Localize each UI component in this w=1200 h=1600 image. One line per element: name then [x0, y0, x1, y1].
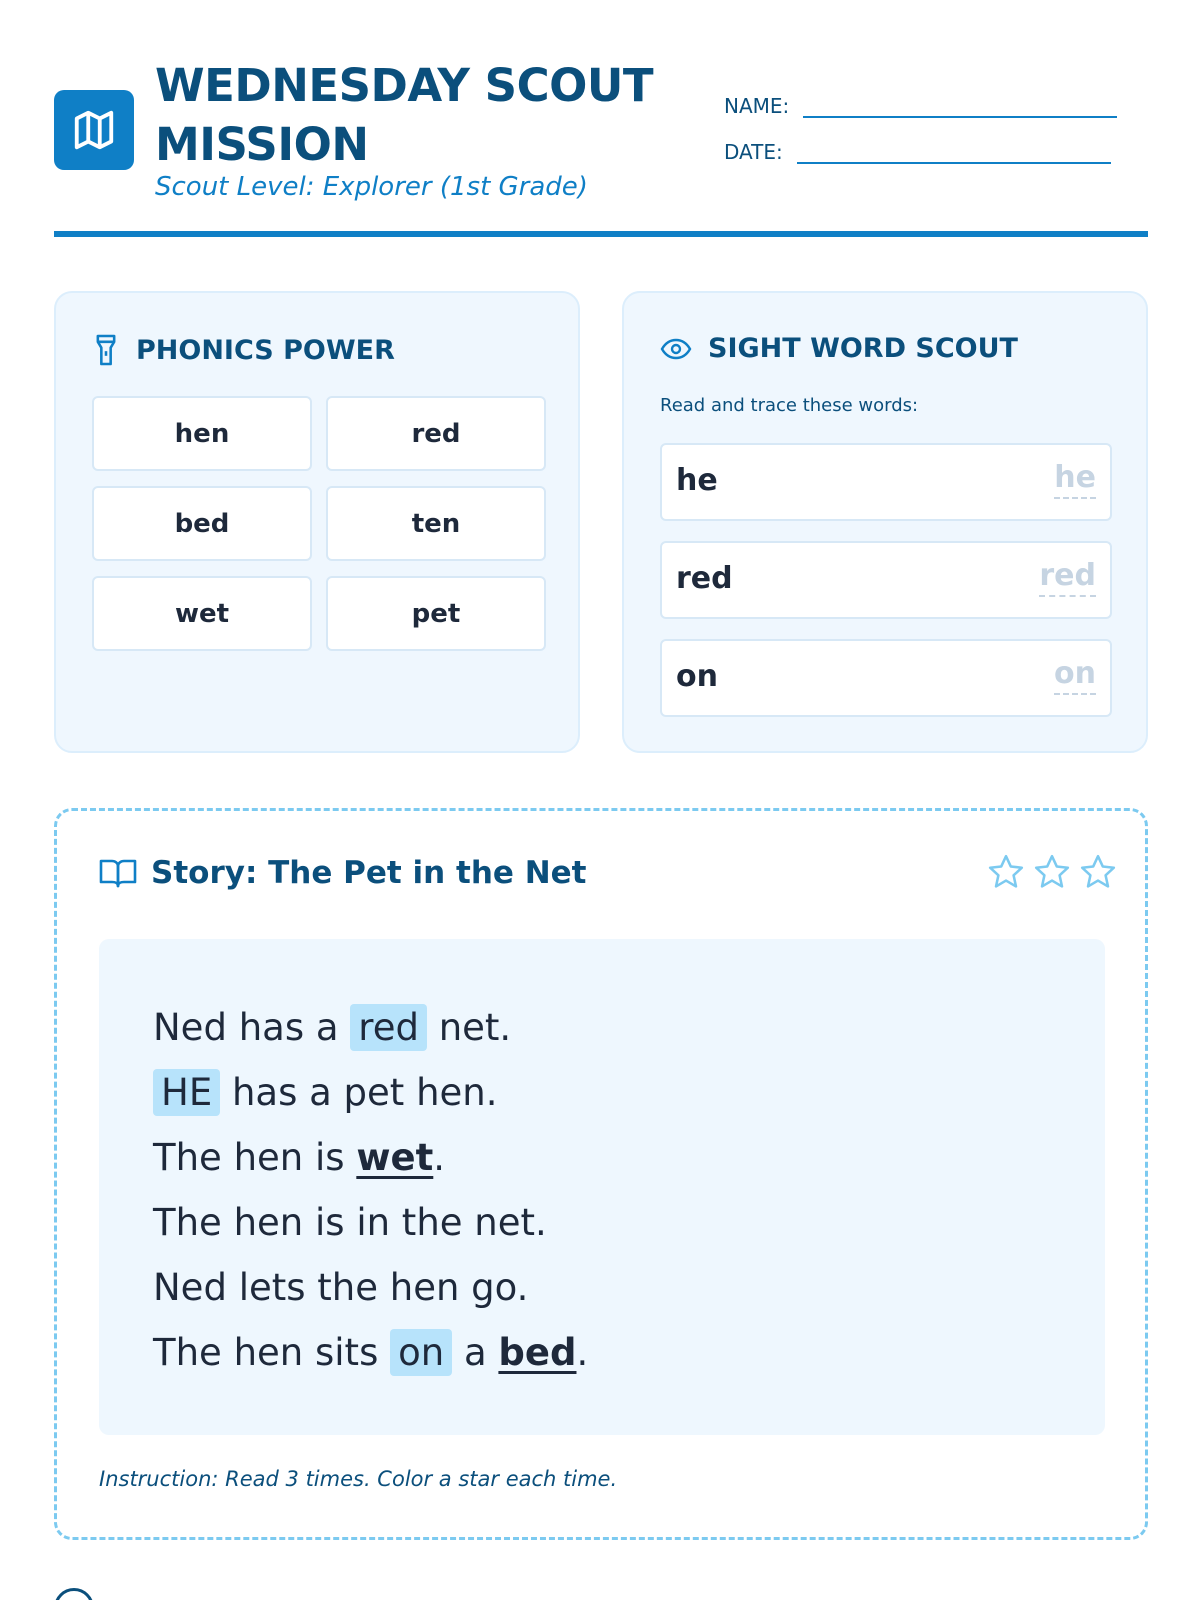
text-run: The hen is — [153, 1136, 357, 1179]
header-divider — [54, 231, 1148, 237]
trace-word[interactable]: he — [1054, 459, 1096, 499]
date-field — [724, 136, 1111, 164]
story-title: Story: The Pet in the Net — [151, 855, 587, 891]
phonics-word: wet — [92, 576, 312, 651]
name-field — [724, 90, 1117, 118]
name-label: NAME: — [724, 94, 790, 118]
story-line — [153, 1125, 1051, 1190]
eye-icon — [660, 337, 692, 361]
sight-word-heading — [660, 333, 1018, 364]
story-heading — [99, 855, 587, 891]
story-section — [54, 808, 1148, 1540]
story-line — [153, 1320, 1051, 1385]
story-line — [153, 1060, 1051, 1125]
underlined-phonics-word: wet — [356, 1136, 434, 1179]
sight-word-row — [660, 443, 1112, 521]
phonics-word: ten — [326, 486, 546, 561]
text-run: has a pet hen. — [220, 1071, 498, 1114]
text-run: . — [433, 1136, 446, 1179]
sight-word: red — [676, 561, 733, 596]
text-run: . — [576, 1331, 589, 1374]
text-run: net. — [426, 1006, 512, 1049]
story-text — [99, 939, 1105, 1435]
star-icon[interactable] — [1079, 853, 1117, 891]
text-run: The hen is in the net. — [153, 1201, 547, 1244]
map-logo — [54, 90, 134, 170]
text-run: Ned lets the hen go. — [153, 1266, 529, 1309]
phonics-word: bed — [92, 486, 312, 561]
trace-word[interactable]: red — [1039, 557, 1096, 597]
flashlight-icon — [92, 333, 120, 367]
sight-word-row — [660, 639, 1112, 717]
phonics-word: pet — [326, 576, 546, 651]
sight-word-instruction: Read and trace these words: — [660, 395, 919, 416]
story-line — [153, 1255, 1051, 1320]
highlighted-sight-word: on — [390, 1329, 452, 1376]
open-book-icon — [99, 857, 137, 889]
date-input-line[interactable] — [797, 136, 1111, 164]
underlined-phonics-word: bed — [498, 1331, 577, 1374]
next-section-icon — [54, 1588, 94, 1600]
sight-word: on — [676, 659, 718, 694]
sight-word-card — [622, 291, 1148, 753]
phonics-heading — [92, 333, 395, 367]
highlighted-sight-word: red — [350, 1004, 427, 1051]
story-line — [153, 1190, 1051, 1255]
story-line — [153, 995, 1051, 1060]
text-run: Ned has a — [153, 1006, 351, 1049]
phonics-title: PHONICS POWER — [136, 334, 395, 366]
story-instruction: Instruction: Read 3 times. Color a star each time. — [99, 1467, 618, 1491]
sight-word-title: SIGHT WORD SCOUT — [708, 333, 1018, 364]
trace-word[interactable]: on — [1054, 655, 1096, 695]
page-subtitle: Scout Level: Explorer (1st Grade) — [155, 172, 588, 202]
phonics-word: hen — [92, 396, 312, 471]
sight-word-row — [660, 541, 1112, 619]
map-icon — [71, 107, 117, 153]
highlighted-sight-word: HE — [153, 1069, 220, 1116]
sight-word: he — [676, 463, 718, 498]
reading-stars — [987, 853, 1117, 891]
phonics-word: red — [326, 396, 546, 471]
date-label: DATE: — [724, 140, 783, 164]
name-input-line[interactable] — [803, 90, 1117, 118]
text-run: a — [452, 1331, 499, 1374]
text-run: The hen sits — [153, 1331, 391, 1374]
star-icon[interactable] — [987, 853, 1025, 891]
phonics-card — [54, 291, 580, 753]
page-title: WEDNESDAY SCOUT MISSION — [155, 59, 654, 171]
star-icon[interactable] — [1033, 853, 1071, 891]
